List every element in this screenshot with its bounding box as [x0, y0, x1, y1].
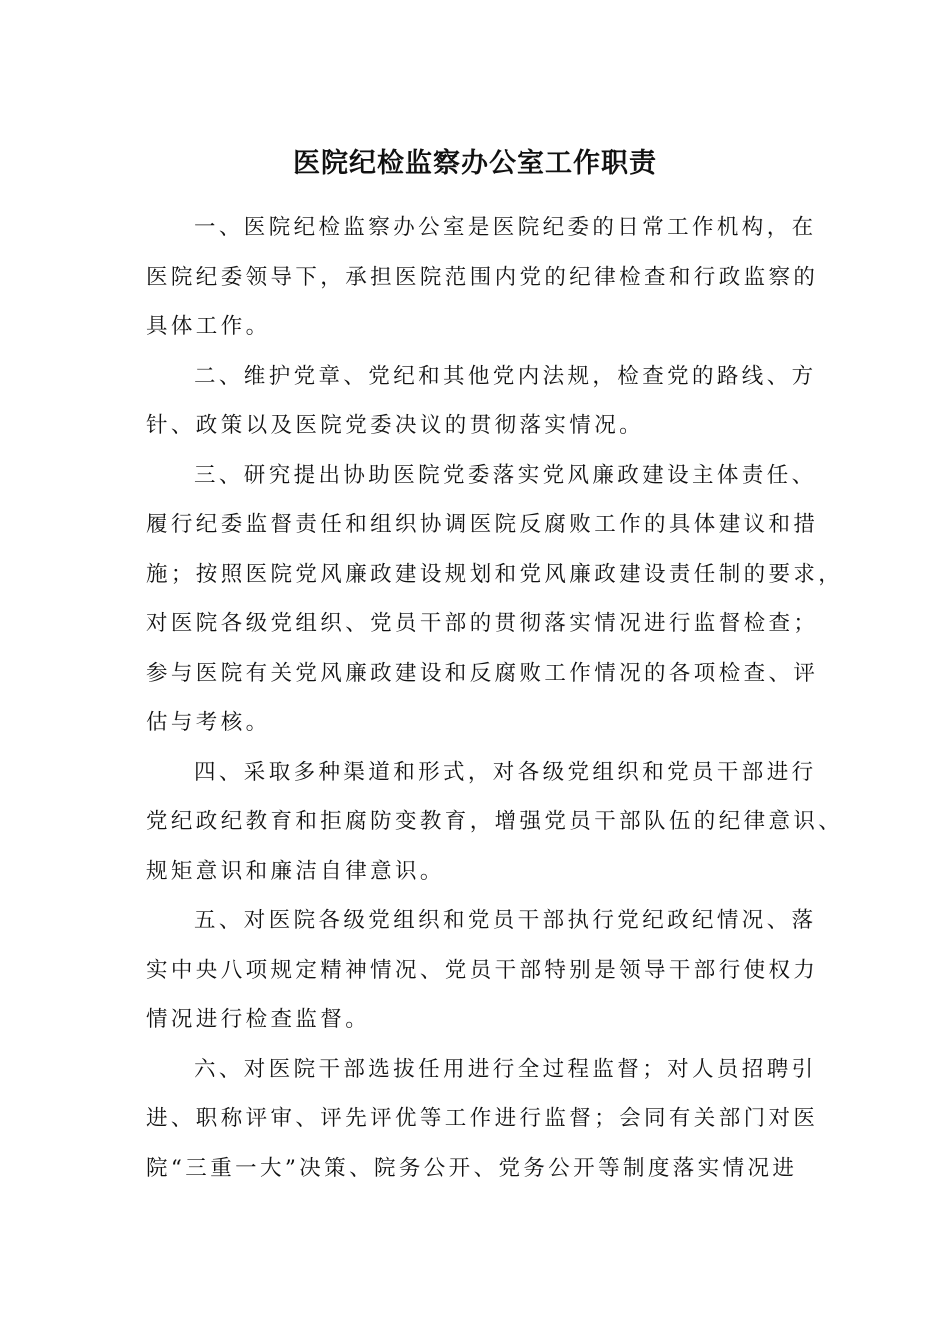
paragraph-3-line-1: 三、研究提出协助医院党委落实党风廉政建设主体责任、: [194, 462, 817, 488]
paragraph-3-line-2: 履行纪委监督责任和组织协调医院反腐败工作的具体建议和措: [146, 512, 819, 537]
paragraph-3-line-3: 施；按照医院党风廉政建设规划和党风廉政建设责任制的要求，: [146, 561, 844, 587]
paragraph-5-line-3: 情况进行检查监督。: [146, 1007, 371, 1032]
paragraph-4-line-3: 规矩意识和廉洁自律意识。: [146, 858, 445, 884]
paragraph-3-line-5: 参与医院有关党风廉政建设和反腐败工作情况的各项检查、评: [146, 660, 819, 686]
paragraph-6-line-2: 进、职称评审、评先评优等工作进行监督；会同有关部门对医: [146, 1106, 819, 1131]
paragraph-2-line-1: 二、维护党章、党纪和其他党内法规，检查党的路线、方: [194, 363, 817, 389]
paragraph-3-line-6: 估与考核。: [146, 710, 271, 735]
paragraph-6-line-3: 院“三重一大”决策、院务公开、党务公开等制度落实情况进: [146, 1155, 798, 1181]
paragraph-4-line-2: 党纪政纪教育和拒腐防变教育，增强党员干部队伍的纪律意识、: [146, 809, 844, 834]
paragraph-1-line-2: 医院纪委领导下，承担医院范围内党的纪律检查和行政监察的: [146, 264, 819, 290]
document-body: [146, 203, 844, 1193]
paragraph-2-line-2: 针、政策以及医院党委决议的贯彻落实情况。: [146, 413, 645, 438]
paragraph-6-line-1: 六、对医院干部选拔任用进行全过程监督；对人员招聘引: [194, 1056, 817, 1082]
paragraph-1-line-1: 一、医院纪检监察办公室是医院纪委的日常工作机构，在: [194, 215, 817, 240]
paragraph-5-line-2: 实中央八项规定精神情况、党员干部特别是领导干部行使权力: [146, 957, 819, 983]
paragraph-5-line-1: 五、对医院各级党组织和党员干部执行党纪政纪情况、落: [194, 908, 817, 933]
paragraph-1-line-3: 具体工作。: [146, 314, 271, 339]
paragraph-3-line-4: 对医院各级党组织、党员干部的贯彻落实情况进行监督检查；: [146, 611, 819, 636]
document-title: 医院纪检监察办公室工作职责: [293, 148, 657, 179]
paragraph-4-line-1: 四、采取多种渠道和形式，对各级党组织和党员干部进行: [194, 759, 817, 785]
